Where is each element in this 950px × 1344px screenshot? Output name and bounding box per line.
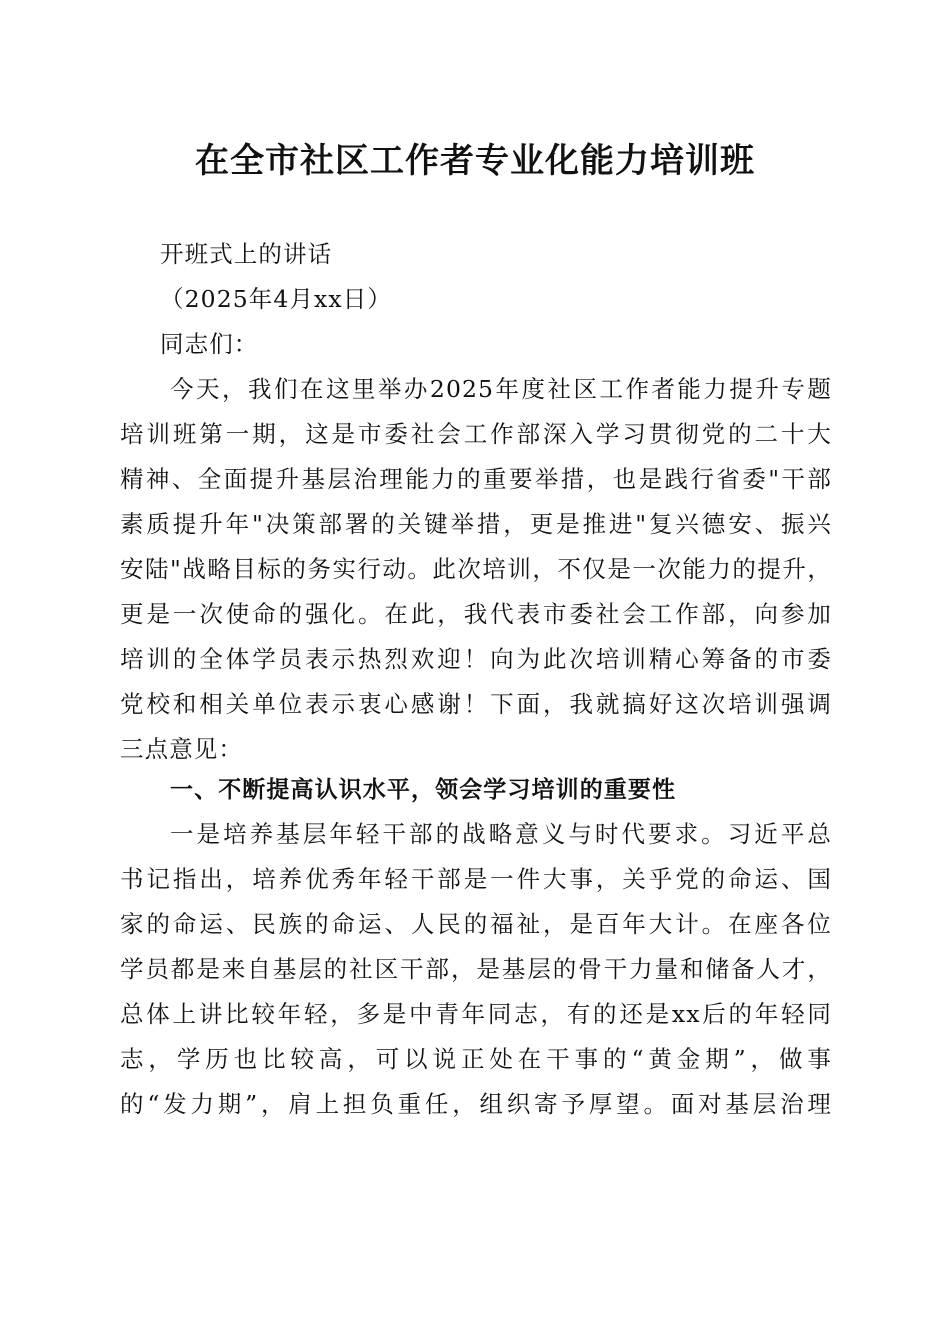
body-line-6: 志，学历也比较高，可以说正处在干事的“黄金期”，做事 xyxy=(120,1045,832,1073)
body-line-4: 学员都是来自基层的社区干部，是基层的骨干力量和储备人才， xyxy=(120,955,832,983)
document-title: 在全市社区工作者专业化能力培训班 xyxy=(195,141,755,181)
intro-line-2: 培训班第一期，这是市委社会工作部深入学习贯彻党的二十大 xyxy=(120,420,832,448)
intro-line-4: 素质提升年"决策部署的关键举措，更是推进"复兴德安、振兴 xyxy=(120,510,832,538)
section-heading: 一、不断提高认识水平，领会学习培训的重要性 xyxy=(170,777,677,803)
body-line-7: 的“发力期”，肩上担负重任，组织寄予厚望。面对基层治理 xyxy=(120,1090,832,1118)
subtitle: 开班式上的讲话 xyxy=(160,240,333,268)
intro-line-7: 培训的全体学员表示热烈欢迎！向为此次培训精心筹备的市委 xyxy=(120,645,832,673)
intro-line-9: 三点意见： xyxy=(120,735,243,763)
date-line: （2025年4月xx日） xyxy=(160,285,392,313)
body-line-2: 书记指出，培养优秀年轻干部是一件大事，关乎党的命运、国 xyxy=(120,865,832,893)
intro-line-8: 党校和相关单位表示衷心感谢！下面，我就搞好这次培训强调 xyxy=(120,690,832,718)
intro-line-3: 精神、全面提升基层治理能力的重要举措，也是践行省委"干部 xyxy=(120,465,832,493)
intro-line-5: 安陆"战略目标的务实行动。此次培训，不仅是一次能力的提升， xyxy=(120,555,832,583)
body-line-1: 一是培养基层年轻干部的战略意义与时代要求。习近平总 xyxy=(170,820,832,848)
body-line-3: 家的命运、民族的命运、人民的福祉，是百年大计。在座各位 xyxy=(120,910,832,938)
body-line-5: 总体上讲比较年轻，多是中青年同志，有的还是xx后的年轻同 xyxy=(120,1000,832,1028)
salutation: 同志们： xyxy=(160,330,259,358)
intro-line-1: 今天，我们在这里举办2025年度社区工作者能力提升专题 xyxy=(170,375,832,403)
intro-line-6: 更是一次使命的强化。在此，我代表市委社会工作部，向参加 xyxy=(120,600,832,628)
